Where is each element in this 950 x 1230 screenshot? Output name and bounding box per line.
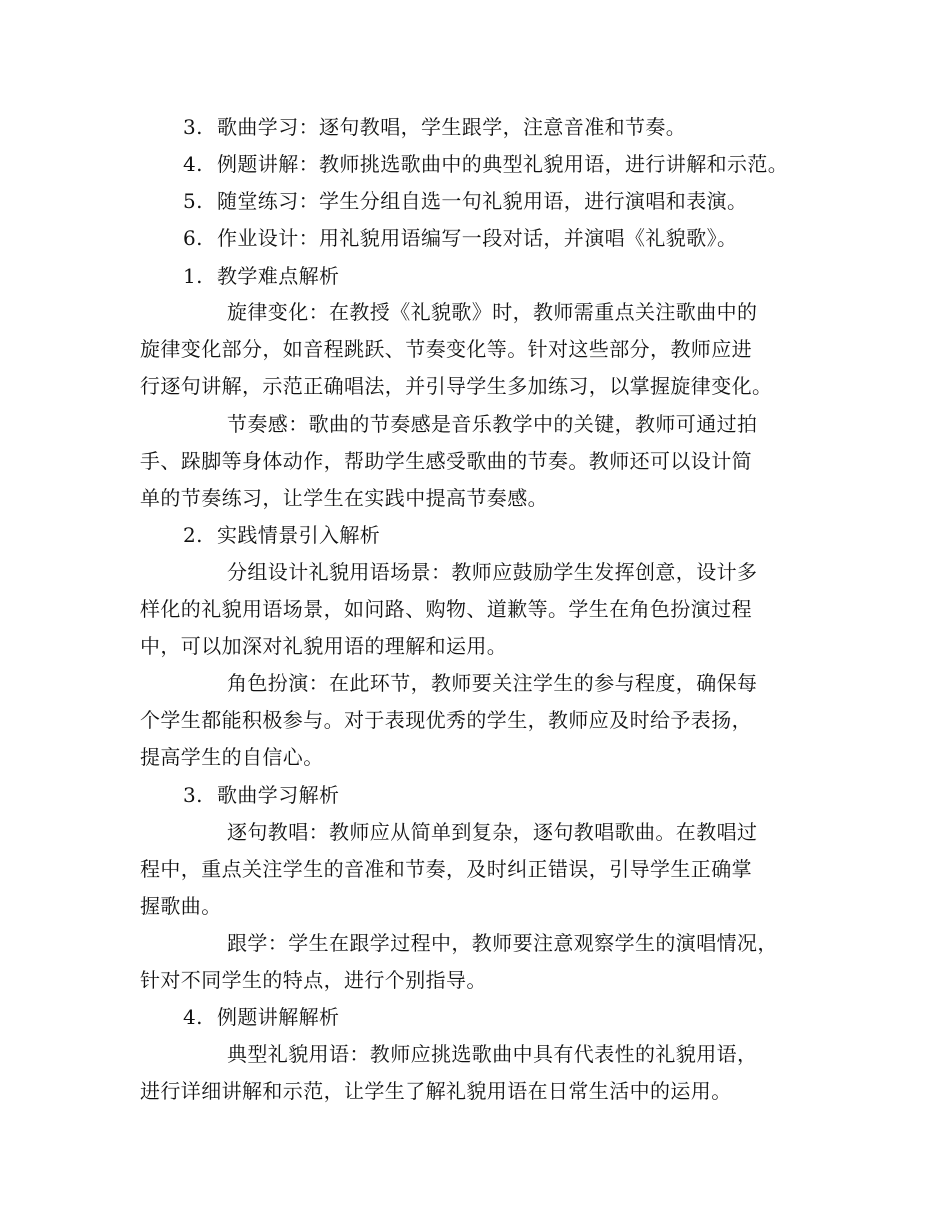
list-item <box>183 188 747 214</box>
section-heading-text: 教学难点解析 <box>217 264 340 288</box>
list-item-number: 4. <box>183 152 203 176</box>
paragraph-line: 握歌曲。 <box>140 894 222 918</box>
section-heading-text: 实践情景引入解析 <box>217 523 381 547</box>
list-item <box>183 114 686 140</box>
paragraph-line: 角色扮演：在此环节，教师要关注学生的参与程度，确保每 <box>227 671 758 695</box>
paragraph-line: 单的节奏练习，让学生在实践中提高节奏感。 <box>140 486 548 510</box>
paragraph-line: 跟学：学生在跟学过程中，教师要注意观察学生的演唱情况， <box>227 931 778 955</box>
list-item <box>183 225 737 251</box>
section-heading <box>183 522 380 548</box>
paragraph-line: 旋律变化部分，如音程跳跃、节奏变化等。针对这些部分，教师应进 <box>140 337 752 361</box>
section-heading-text: 例题讲解解析 <box>217 1005 340 1029</box>
paragraph-line: 程中，重点关注学生的音准和节奏，及时纠正错误，引导学生正确掌 <box>140 857 752 881</box>
list-item-text: 随堂练习：学生分组自选一句礼貌用语，进行演唱和表演。 <box>217 189 748 213</box>
list-item-text: 作业设计：用礼貌用语编写一段对话，并演唱《礼貌歌》。 <box>217 226 738 250</box>
list-item-number: 6. <box>183 226 203 250</box>
paragraph-line: 典型礼貌用语：教师应挑选歌曲中具有代表性的礼貌用语， <box>227 1042 758 1066</box>
paragraph-line: 进行详细讲解和示范，让学生了解礼貌用语在日常生活中的运用。 <box>140 1079 732 1103</box>
list-item-text: 歌曲学习：逐句教唱，学生跟学，注意音准和节奏。 <box>217 115 687 139</box>
paragraph-line: 针对不同学生的特点，进行个别指导。 <box>140 968 487 992</box>
section-heading <box>183 782 339 808</box>
section-heading-text: 歌曲学习解析 <box>217 783 340 807</box>
section-heading <box>183 1004 339 1030</box>
section-heading-number: 1. <box>183 264 203 288</box>
paragraph-line: 个学生都能积极参与。对于表现优秀的学生，教师应及时给予表扬， <box>140 708 752 732</box>
section-heading-number: 4. <box>183 1005 203 1029</box>
list-item-number: 3. <box>183 115 203 139</box>
paragraph-line: 行逐句讲解，示范正确唱法，并引导学生多加练习，以掌握旋律变化。 <box>140 374 773 398</box>
paragraph-line: 旋律变化：在教授《礼貌歌》时，教师需重点关注歌曲中的 <box>227 300 758 324</box>
paragraph-line: 分组设计礼貌用语场景：教师应鼓励学生发挥创意，设计多 <box>227 560 758 584</box>
paragraph-line: 提高学生的自信心。 <box>140 745 324 769</box>
paragraph-line: 手、跺脚等身体动作，帮助学生感受歌曲的节奏。教师还可以设计简 <box>140 449 752 473</box>
section-heading-number: 3. <box>183 783 203 807</box>
paragraph-line: 节奏感：歌曲的节奏感是音乐教学中的关键，教师可通过拍 <box>227 412 758 436</box>
paragraph-line: 逐句教唱：教师应从简单到复杂，逐句教唱歌曲。在教唱过 <box>227 820 758 844</box>
list-item-text: 例题讲解：教师挑选歌曲中的典型礼貌用语，进行讲解和示范。 <box>217 152 789 176</box>
paragraph-line: 样化的礼貌用语场景，如问路、购物、道歉等。学生在角色扮演过程 <box>140 597 752 621</box>
list-item <box>183 151 788 177</box>
paragraph-line: 中，可以加深对礼貌用语的理解和运用。 <box>140 634 508 658</box>
list-item-number: 5. <box>183 189 203 213</box>
section-heading <box>183 263 339 289</box>
section-heading-number: 2. <box>183 523 203 547</box>
